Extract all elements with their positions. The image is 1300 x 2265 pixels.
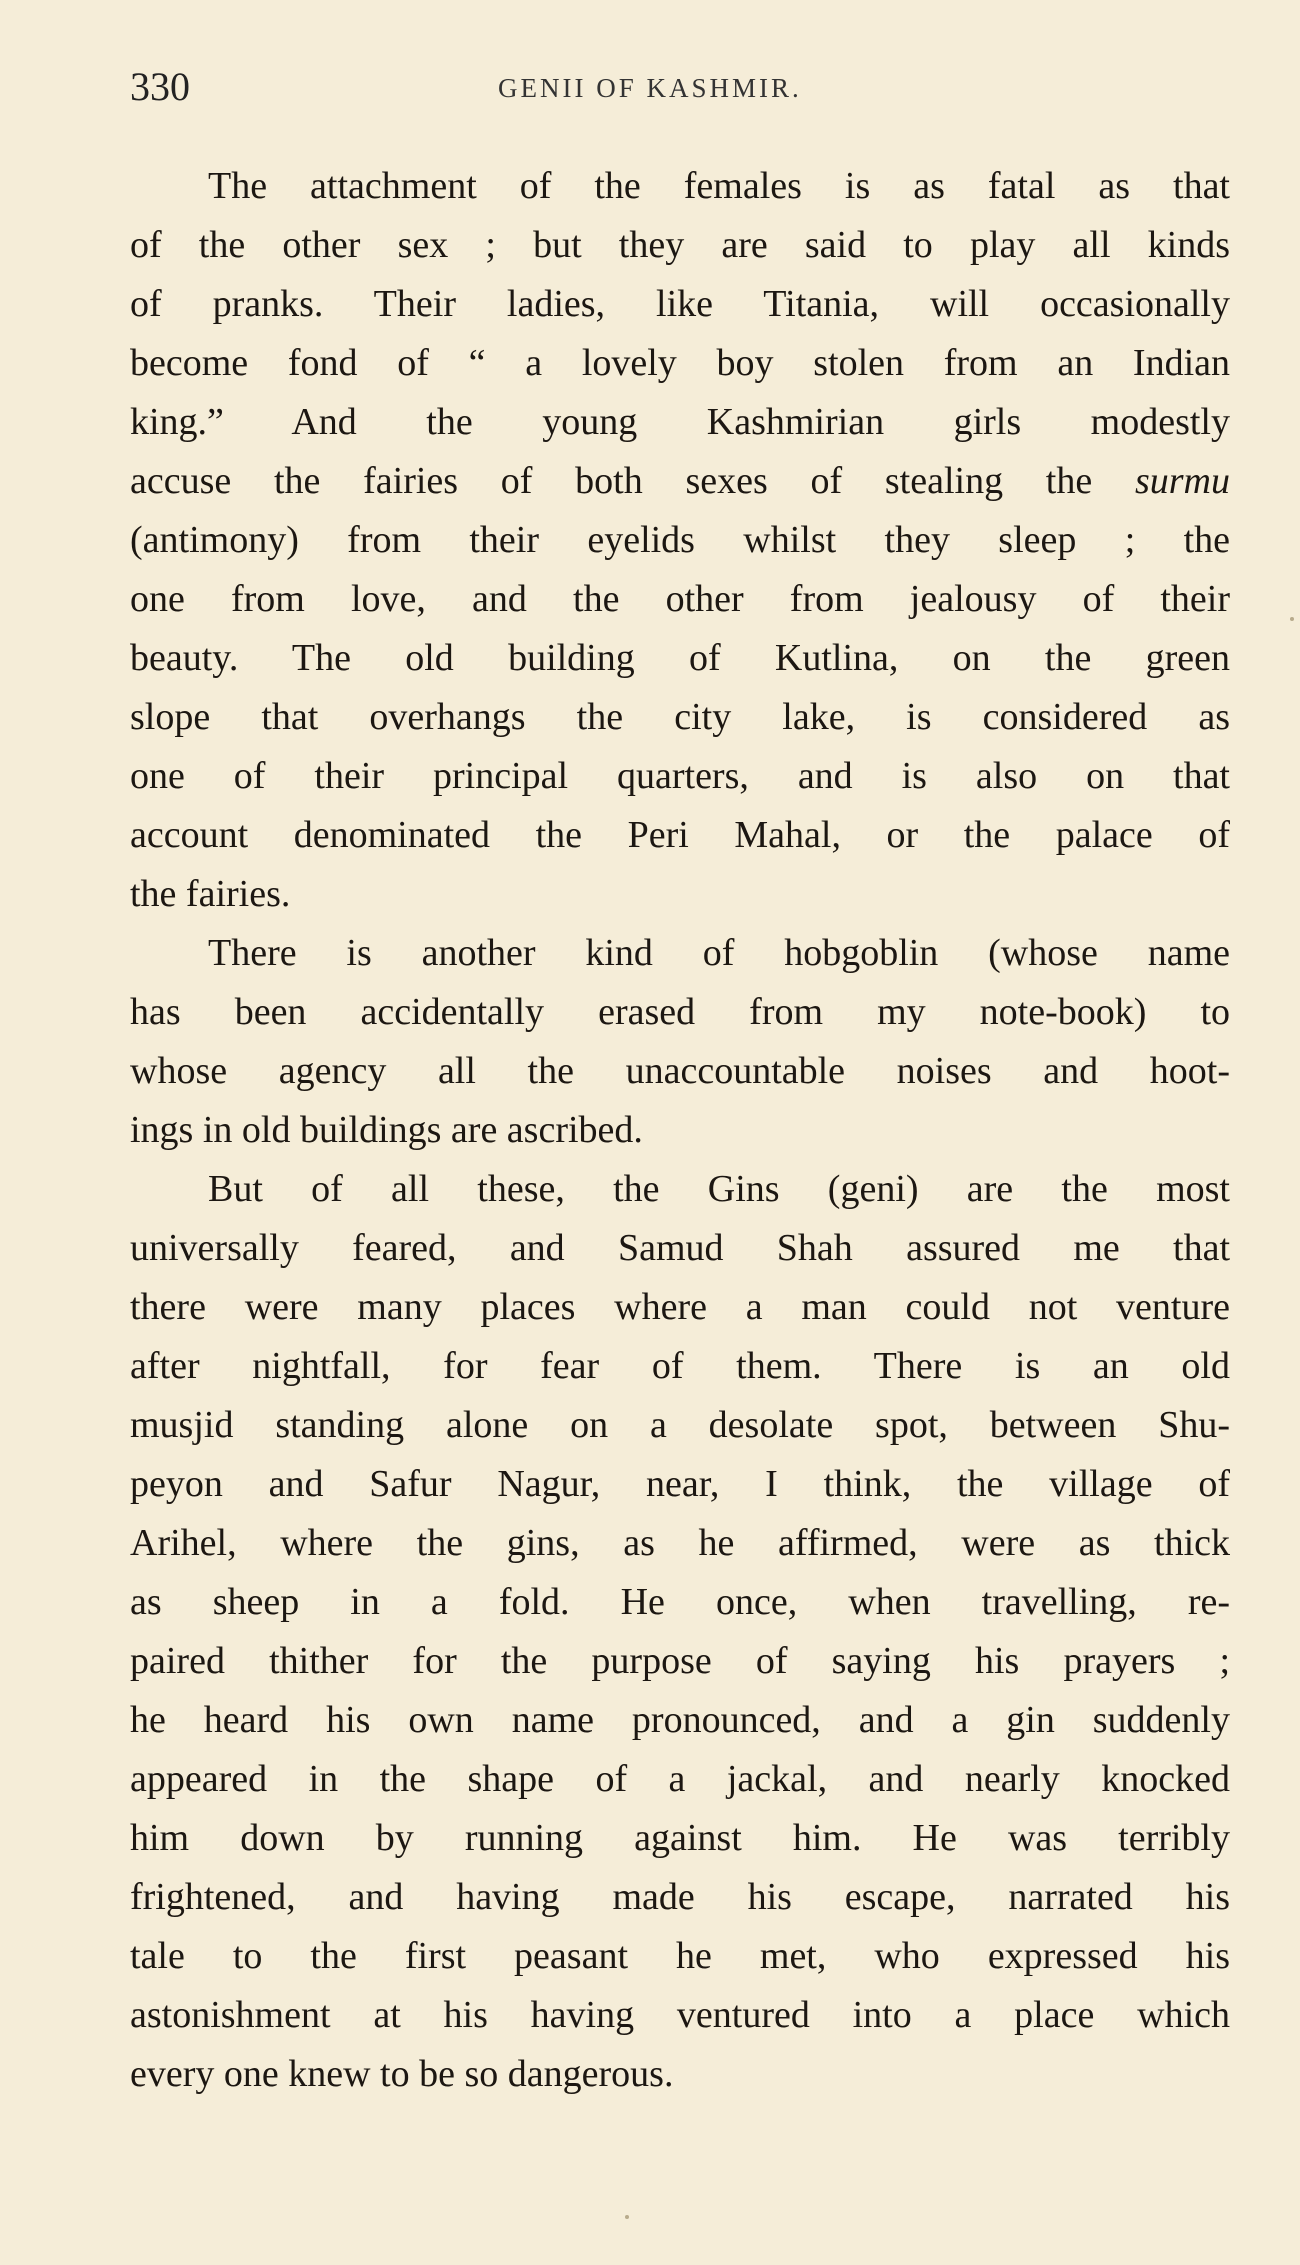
text-line: after nightfall, for fear of them. There is an old [130, 1345, 1230, 1387]
text-line: of pranks. Their ladies, like Titania, will occasionally [130, 283, 1230, 325]
text-line: one of their principal quarters, and is also on that [130, 755, 1230, 797]
page-number: 330 [130, 64, 190, 109]
text-line: The attachment of the females is as fatal as that [208, 165, 1230, 207]
text-line: paired thither for the purpose of saying his prayers ; [130, 1640, 1230, 1682]
text-line: But of all these, the Gins (geni) are the most [208, 1168, 1230, 1210]
paragraph-2 [130, 924, 1230, 1160]
body-text [130, 157, 1230, 2104]
text-line: has been accidentally erased from my note-book) to [130, 991, 1230, 1033]
text-line: There is another kind of hobgoblin (whose name [208, 932, 1230, 974]
running-head [130, 62, 1230, 112]
text-line: appeared in the shape of a jackal, and nearly knocked [130, 1758, 1230, 1800]
text-line: one from love, and the other from jealousy of their [130, 578, 1230, 620]
text-line: beauty. The old building of Kutlina, on the green [130, 637, 1230, 679]
paper-speck [625, 2215, 629, 2219]
text-line: frightened, and having made his escape, narrated his [130, 1876, 1230, 1918]
text-line [130, 452, 1230, 511]
text-line: the fairies. [130, 873, 291, 915]
text-line: ings in old buildings are ascribed. [130, 1109, 643, 1151]
text-line: every one knew to be so dangerous. [130, 2053, 674, 2095]
italic-term: surmu [1134, 460, 1230, 502]
text-line: peyon and Safur Nagur, near, I think, the village of [130, 1463, 1230, 1505]
text-line: whose agency all the unaccountable noises and hoot- [130, 1050, 1230, 1092]
text-line: (antimony) from their eyelids whilst they sleep ; the [130, 519, 1230, 561]
text-line: account denominated the Peri Mahal, or the palace of [130, 814, 1230, 856]
text-line: he heard his own name pronounced, and a gin suddenly [130, 1699, 1230, 1741]
text-line: tale to the first peasant he met, who expressed his [130, 1935, 1230, 1977]
text-line: as sheep in a fold. He once, when travelling, re- [130, 1581, 1230, 1623]
paper-speck [1290, 617, 1294, 621]
paragraph-3 [130, 1160, 1230, 2104]
text-line: slope that overhangs the city lake, is considered as [130, 696, 1230, 738]
text-line: him down by running against him. He was terribly [130, 1817, 1230, 1859]
text-line: astonishment at his having ventured into a place which [130, 1994, 1230, 2036]
text-line: become fond of “ a lovely boy stolen from an Indian [130, 342, 1230, 384]
text-line: king.” And the young Kashmirian girls modestly [130, 401, 1230, 443]
text-line: musjid standing alone on a desolate spot, between Shu- [130, 1404, 1230, 1446]
text-segment: accuse the fairies of both sexes of stealing the [130, 460, 1093, 502]
paragraph-1 [130, 157, 1230, 924]
text-line: there were many places where a man could not venture [130, 1286, 1230, 1328]
text-line: universally feared, and Samud Shah assured me that [130, 1227, 1230, 1269]
text-line: Arihel, where the gins, as he affirmed, were as thick [130, 1522, 1230, 1564]
running-title: GENII OF KASHMIR. [498, 73, 802, 103]
text-line: of the other sex ; but they are said to play all kinds [130, 224, 1230, 266]
